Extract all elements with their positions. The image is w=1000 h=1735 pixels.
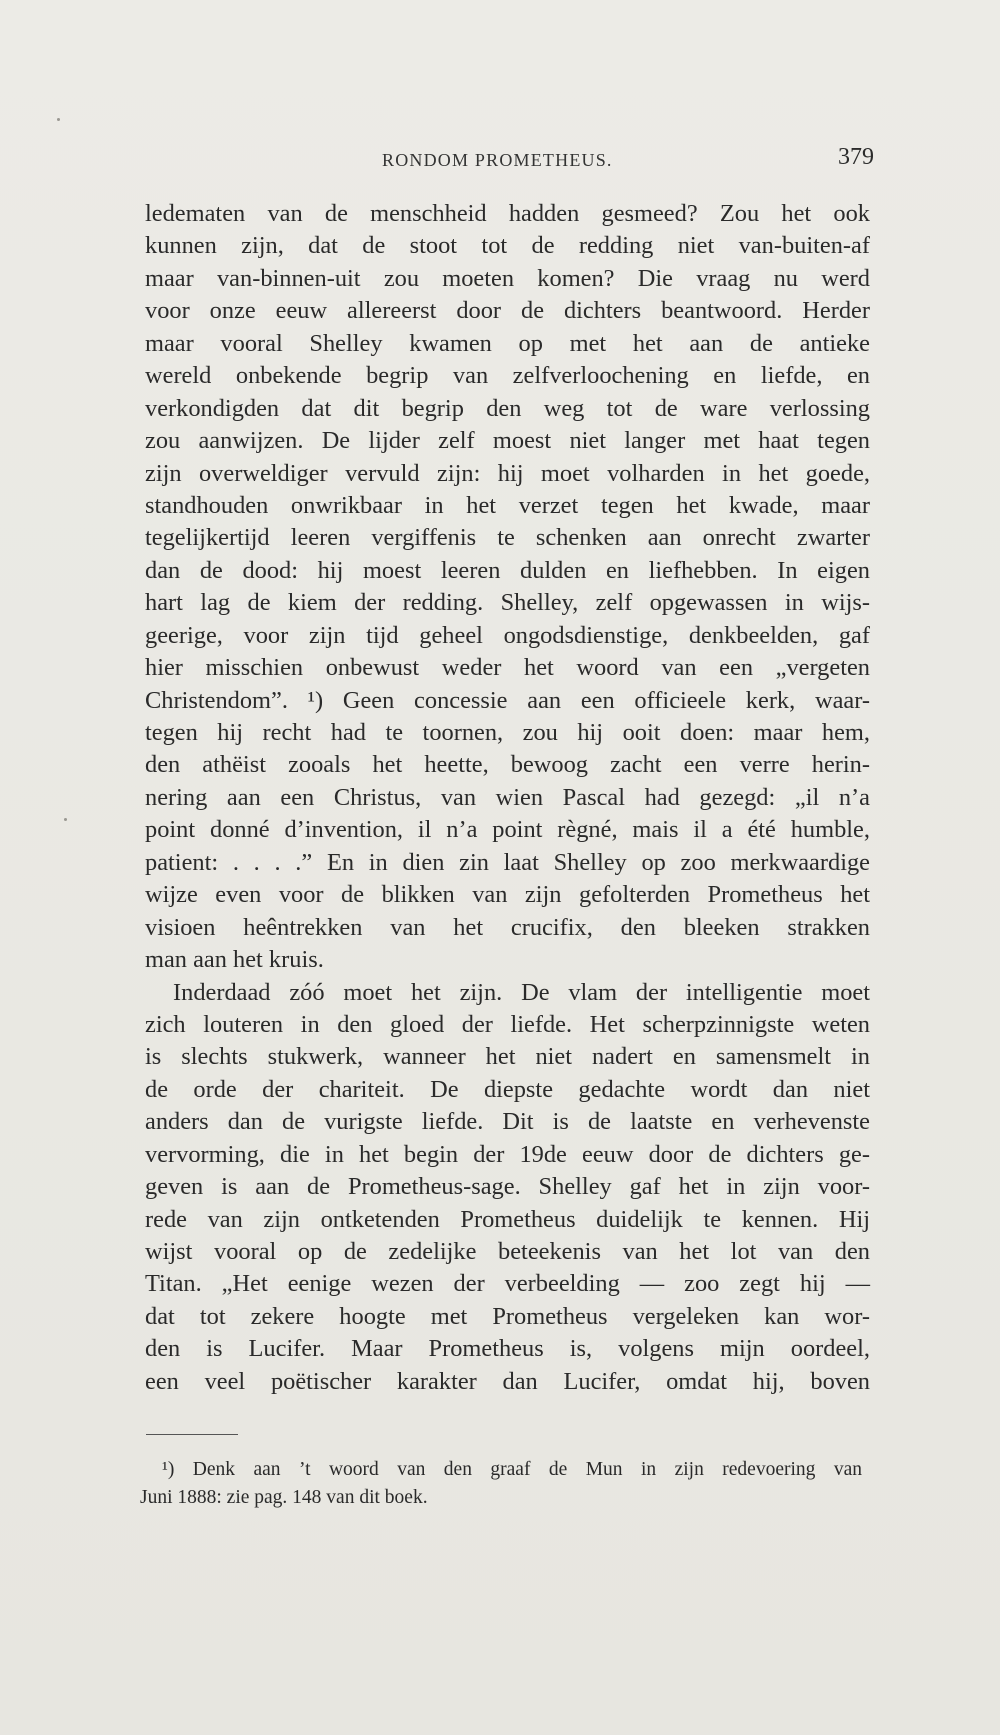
text-line: den athëist zooals het heette, bewoog zacht een verre herin- (145, 751, 870, 779)
text-line: wijst vooral op de zedelijke beteekenis van het lot van den (145, 1238, 870, 1265)
text-line: geerige, voor zijn tijd geheel ongodsdienstige, denkbeelden, gaf (145, 621, 870, 649)
text-line: voor onze eeuw allereerst door de dichters beantwoord. Herder (145, 297, 870, 325)
text-line: nering aan een Christus, van wien Pascal had gezegd: „il n’a (145, 783, 870, 811)
text-line: tegen hij recht had te toornen, zou hij ooit doen: maar hem, (145, 719, 870, 746)
running-head (142, 144, 874, 178)
text-line: ledematen van de menschheid hadden gesmeed? Zou het ook (145, 200, 870, 227)
text-line: tegelijkertijd leeren vergiffenis te schenken aan onrecht zwarter (145, 524, 870, 552)
footnote-line: ¹) Denk aan ’t woord van den graaf de Mun in zijn redevoering van (162, 1459, 862, 1480)
text-line: de orde der chariteit. De diepste gedachte wordt dan niet (145, 1075, 870, 1103)
text-line: wijze even voor de blikken van zijn gefolterden Prometheus het (145, 881, 870, 909)
text-line: Titan. „Het eenige wezen der verbeelding — zoo zegt hij — (145, 1270, 870, 1298)
text-line: visioen heêntrekken van het crucifix, den bleeken strakken (145, 913, 870, 941)
text-line: wereld onbekende begrip van zelfverloochening en liefde, en (145, 362, 870, 390)
text-line: den is Lucifer. Maar Prometheus is, volgens mijn oordeel, (145, 1335, 870, 1363)
paper-speck (57, 118, 60, 121)
footnotes (140, 1456, 862, 1512)
text-line: een veel poëtischer karakter dan Lucifer, omdat hij, boven (145, 1367, 870, 1395)
text-line: vervorming, die in het begin der 19de eeuw door de dichters ge- (145, 1140, 870, 1168)
page-number: 379 (838, 144, 874, 170)
footnote-divider (146, 1434, 238, 1435)
text-line: dan de dood: hij moest leeren dulden en liefhebben. In eigen (145, 556, 870, 584)
text-line: standhouden onwrikbaar in het verzet tegen het kwade, maar (145, 491, 870, 519)
text-line: hart lag de kiem der redding. Shelley, zelf opgewassen in wijs- (145, 589, 870, 617)
text-line: zich louteren in den gloed der liefde. Het scherpzinnigste weten (145, 1010, 870, 1038)
text-line: is slechts stukwerk, wanneer het niet nadert en samensmelt in (145, 1043, 870, 1071)
text-line: patient: . . . .” En in dien zin laat Shelley op zoo merkwaardige (145, 848, 870, 876)
text-line: Inderdaad zóó moet het zijn. De vlam der intelligentie moet (173, 978, 870, 1006)
text-line: Christendom”. ¹) Geen concessie aan een officieele kerk, waar- (145, 686, 870, 714)
running-title: RONDOM PROMETHEUS. (382, 150, 613, 170)
footnote-line: Juni 1888: zie pag. 148 van dit boek. (140, 1487, 428, 1508)
text-line: dat tot zekere hoogte met Prometheus vergeleken kan wor- (145, 1302, 870, 1330)
text-line: man aan het kruis. (145, 946, 324, 974)
text-line: hier misschien onbewust weder het woord van een „vergeten (145, 654, 870, 682)
text-line: geven is aan de Prometheus-sage. Shelley gaf het in zijn voor- (145, 1173, 870, 1201)
text-line: zou aanwijzen. De lijder zelf moest niet langer met haat tegen (145, 427, 870, 455)
text-line: maar vooral Shelley kwamen op met het aan de antieke (145, 329, 870, 357)
body-text (145, 198, 870, 1398)
text-line: verkondigden dat dit begrip den weg tot de ware verlossing (145, 394, 870, 422)
text-line: rede van zijn ontketenden Prometheus duidelijk te kennen. Hij (145, 1205, 870, 1233)
text-line: anders dan de vurigste liefde. Dit is de laatste en verhevenste (145, 1108, 870, 1136)
text-line: point donné d’invention, il n’a point règné, mais il a été humble, (145, 816, 870, 844)
text-line: zijn overweldiger vervuld zijn: hij moet volharden in het goede, (145, 459, 870, 487)
text-line: kunnen zijn, dat de stoot tot de redding niet van-buiten-af (145, 232, 870, 260)
text-line: maar van-binnen-uit zou moeten komen? Die vraag nu werd (145, 264, 870, 292)
paper-speck (64, 818, 67, 821)
